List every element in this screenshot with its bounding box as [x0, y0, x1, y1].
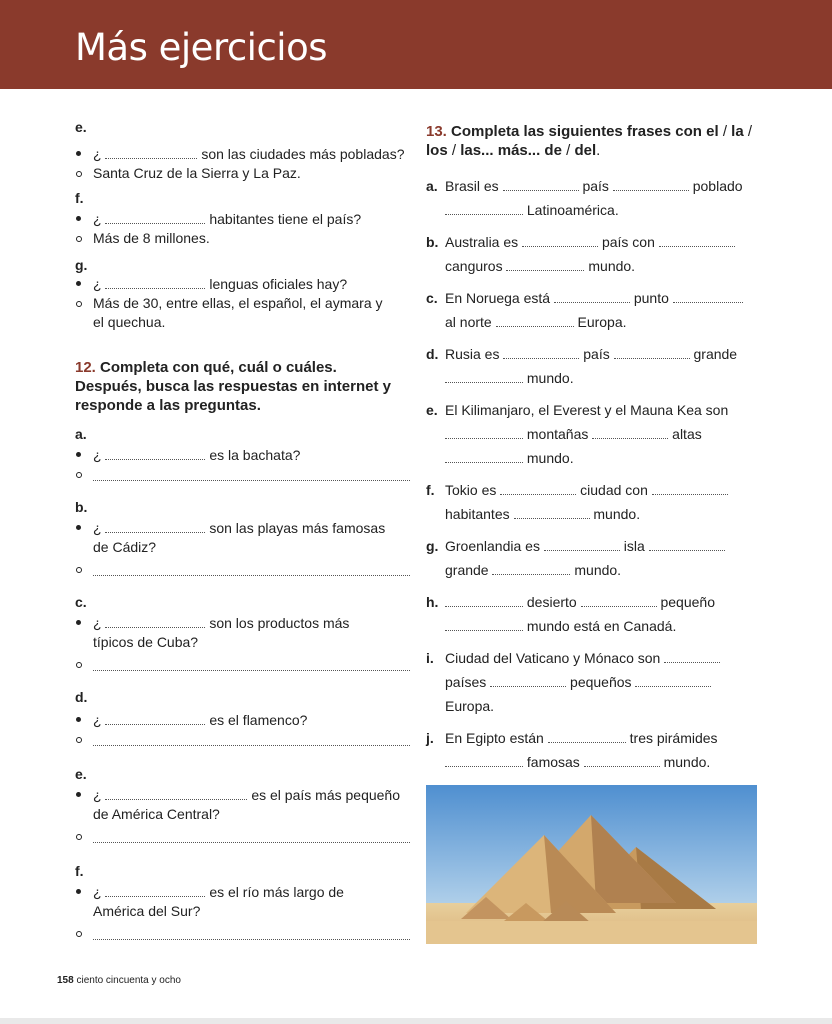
blank-input[interactable] — [554, 288, 630, 303]
text: En Noruega está — [445, 290, 551, 306]
section-number: 13. — [426, 123, 447, 140]
pyramids-photo — [426, 785, 757, 944]
blank-input[interactable] — [445, 592, 523, 607]
question-mark: ¿ — [93, 211, 102, 227]
blank-input[interactable] — [522, 232, 598, 247]
blank-input[interactable] — [503, 344, 579, 359]
question-row — [75, 613, 410, 652]
blank-input[interactable] — [105, 518, 205, 533]
question-text: de América Central? — [93, 806, 220, 822]
question-mark: ¿ — [93, 447, 102, 463]
instruction-text: o — [272, 359, 282, 376]
bullet-circle-icon — [76, 171, 82, 177]
bullet-circle-icon — [76, 301, 82, 307]
text: pequeño — [660, 594, 715, 610]
question-row — [75, 785, 410, 824]
answer-line[interactable] — [75, 921, 410, 943]
bullet-circle-icon — [76, 662, 82, 668]
keyword: qué — [203, 359, 231, 376]
exercise-item — [426, 174, 761, 222]
question-row — [75, 274, 410, 294]
item-letter: e. — [426, 402, 438, 418]
text: mundo. — [593, 506, 641, 522]
item-letter: d. — [75, 689, 88, 705]
blank-input[interactable] — [544, 536, 620, 551]
blank-input[interactable] — [581, 592, 657, 607]
text: grande — [445, 562, 489, 578]
bullet-circle-icon — [76, 567, 82, 573]
page-footer — [57, 975, 181, 986]
section-13-instructions — [426, 122, 761, 160]
text: al norte — [445, 314, 492, 330]
answer-blank[interactable] — [93, 480, 410, 481]
text: Rusia es — [445, 346, 500, 362]
text: habitantes — [445, 506, 510, 522]
blank-input[interactable] — [490, 672, 566, 687]
text: mundo. — [663, 754, 711, 770]
question-row — [75, 710, 410, 730]
answer-row — [75, 164, 410, 183]
blank-input[interactable] — [649, 536, 725, 551]
answer-text: el quechua. — [93, 314, 166, 330]
exercise-item — [426, 230, 761, 278]
exercise-item — [426, 286, 761, 334]
question-text: es el flamenco? — [209, 712, 308, 728]
blank-input[interactable] — [659, 232, 735, 247]
text: mundo. — [574, 562, 622, 578]
blank-input[interactable] — [673, 288, 743, 303]
blank-input[interactable] — [614, 344, 690, 359]
punct: . — [596, 142, 601, 159]
blank-input[interactable] — [105, 613, 205, 628]
answer-row — [75, 294, 410, 332]
section-title-line2 — [426, 141, 761, 160]
slash: / — [747, 123, 753, 140]
keyword: del — [574, 142, 597, 159]
question-text: son los productos más — [209, 615, 350, 631]
blank-input[interactable] — [445, 200, 523, 215]
exercise-item — [426, 534, 761, 582]
exercise-item — [426, 726, 761, 774]
answer-line[interactable] — [75, 730, 410, 749]
answer-blank[interactable] — [93, 842, 410, 843]
instruction-text: Después, busca las respuestas en internet y — [75, 378, 391, 395]
blank-input[interactable] — [105, 144, 197, 159]
left-column — [75, 118, 410, 943]
item-letter: i. — [426, 650, 434, 666]
text: En Egipto están — [445, 730, 544, 746]
exercise-item — [426, 646, 761, 718]
answer-line[interactable] — [75, 557, 410, 579]
text: Latinoamérica. — [526, 202, 619, 218]
bullet-dot-icon — [76, 452, 81, 457]
punct: , — [230, 359, 235, 376]
question-mark: ¿ — [93, 520, 102, 536]
question-text: habitantes tiene el país? — [209, 211, 362, 227]
question-text: de Cádiz? — [93, 539, 157, 555]
text: mundo. — [526, 370, 574, 386]
text: Ciudad del Vaticano y Mónaco son — [445, 650, 661, 666]
question-row — [75, 209, 410, 229]
text: mundo. — [526, 450, 574, 466]
blank-input[interactable] — [445, 368, 523, 383]
text: Groenlandia es — [445, 538, 540, 554]
question-row — [75, 144, 410, 164]
item-letter: b. — [75, 499, 88, 515]
text: canguros — [445, 258, 503, 274]
blank-input[interactable] — [105, 274, 205, 289]
keyword: cuáles — [285, 359, 333, 376]
blank-input[interactable] — [664, 648, 720, 663]
answer-line[interactable] — [75, 465, 410, 484]
answer-blank[interactable] — [93, 939, 410, 940]
question-text: es el país más pequeño — [251, 787, 400, 803]
item-letter: a. — [75, 426, 87, 442]
text: Europa. — [577, 314, 627, 330]
text: Europa. — [445, 698, 495, 714]
exercise-item — [426, 398, 761, 470]
page-header — [0, 0, 832, 89]
blank-input[interactable] — [635, 672, 711, 687]
bullet-dot-icon — [76, 151, 81, 156]
section-12-instructions — [75, 358, 410, 415]
blank-input[interactable] — [613, 176, 689, 191]
question-text: América del Sur? — [93, 903, 201, 919]
text: Australia es — [445, 234, 519, 250]
answer-blank[interactable] — [93, 575, 410, 576]
blank-input[interactable] — [492, 560, 570, 575]
blank-input[interactable] — [592, 424, 668, 439]
item-letter: f. — [75, 190, 84, 206]
text: poblado — [692, 178, 743, 194]
item-letter: d. — [426, 346, 439, 362]
text: país con — [601, 234, 655, 250]
item-letter: f. — [426, 482, 435, 498]
answer-text: Santa Cruz de la Sierra y La Paz. — [93, 165, 301, 181]
keyword: las... más... de — [460, 142, 562, 159]
bullet-dot-icon — [76, 889, 81, 894]
exercise-item — [426, 478, 761, 526]
item-letter: a. — [426, 178, 438, 194]
question-text: lenguas oficiales hay? — [209, 276, 348, 292]
text: ciudad con — [580, 482, 648, 498]
exercise-item — [426, 342, 761, 390]
text: Brasil es — [445, 178, 499, 194]
text: país — [582, 178, 609, 194]
item-letter: g. — [426, 538, 439, 554]
text: altas — [672, 426, 702, 442]
text: tres pirámides — [629, 730, 718, 746]
blank-input[interactable] — [548, 728, 626, 743]
question-row — [75, 882, 410, 921]
answer-line[interactable] — [75, 652, 410, 674]
text: grande — [693, 346, 738, 362]
section-number: 12. — [75, 359, 96, 376]
bullet-circle-icon — [76, 472, 82, 478]
bottom-edge — [0, 1018, 832, 1024]
blank-input[interactable] — [514, 504, 590, 519]
item-letter: j. — [426, 730, 434, 746]
instruction-text: Completa las siguientes frases con — [451, 123, 702, 140]
keyword: el — [706, 123, 719, 140]
punct: . — [332, 359, 337, 376]
item-letter: f. — [75, 863, 84, 879]
instruction-text: responde a las preguntas. — [75, 397, 261, 414]
question-mark: ¿ — [93, 615, 102, 631]
instruction-text: Completa con — [100, 359, 200, 376]
bullet-circle-icon — [76, 236, 82, 242]
text: El Kilimanjaro, el Everest y el Mauna Kea son — [445, 402, 729, 418]
question-row — [75, 445, 410, 465]
blank-input[interactable] — [445, 616, 523, 631]
blank-input[interactable] — [506, 256, 584, 271]
text: mundo. — [588, 258, 636, 274]
answer-text: Más de 8 millones. — [93, 230, 210, 246]
blank-input[interactable] — [445, 752, 523, 767]
text: desierto — [526, 594, 577, 610]
blank-input[interactable] — [105, 209, 205, 224]
question-mark: ¿ — [93, 146, 102, 162]
question-mark: ¿ — [93, 884, 102, 900]
page-title: Más ejercicios — [75, 26, 327, 69]
bullet-dot-icon — [76, 216, 81, 221]
right-column — [426, 122, 761, 782]
blank-input[interactable] — [496, 312, 574, 327]
text: mundo está en Canadá. — [526, 618, 677, 634]
item-letter: e. — [75, 119, 87, 135]
slash: / — [566, 142, 571, 159]
section-title — [75, 358, 410, 377]
blank-input[interactable] — [445, 448, 523, 463]
slash: / — [722, 123, 727, 140]
question-text: son las playas más famosas — [209, 520, 386, 536]
text: montañas — [526, 426, 589, 442]
question-mark: ¿ — [93, 276, 102, 292]
bullet-circle-icon — [76, 931, 82, 937]
blank-input[interactable] — [105, 445, 205, 460]
question-text: son las ciudades más pobladas? — [201, 146, 405, 162]
text: pequeños — [570, 674, 632, 690]
text: Tokio es — [445, 482, 497, 498]
bullet-dot-icon — [76, 717, 81, 722]
blank-input[interactable] — [445, 424, 523, 439]
item-letter: e. — [75, 766, 87, 782]
blank-input[interactable] — [500, 480, 576, 495]
blank-input[interactable] — [105, 710, 205, 725]
question-text: es el río más largo de — [209, 884, 344, 900]
item-letter: g. — [75, 257, 88, 273]
page-number-words: ciento cincuenta y ocho — [76, 975, 181, 986]
bullet-dot-icon — [76, 792, 81, 797]
keyword: los — [426, 142, 448, 159]
question-mark: ¿ — [93, 712, 102, 728]
answer-blank[interactable] — [93, 745, 410, 746]
answer-line[interactable] — [75, 824, 410, 846]
blank-input[interactable] — [105, 785, 247, 800]
keyword: cuál — [238, 359, 269, 376]
question-row — [75, 518, 410, 557]
question-text: típicos de Cuba? — [93, 634, 199, 650]
slash: / — [451, 142, 457, 159]
text: punto — [633, 290, 669, 306]
page-number: 158 — [57, 975, 74, 986]
item-letter: c. — [75, 594, 87, 610]
bullet-circle-icon — [76, 834, 82, 840]
blank-input[interactable] — [503, 176, 579, 191]
blank-input[interactable] — [584, 752, 660, 767]
bullet-dot-icon — [76, 620, 81, 625]
blank-input[interactable] — [652, 480, 728, 495]
section-title — [426, 122, 761, 141]
text: famosas — [526, 754, 580, 770]
item-letter: h. — [426, 594, 439, 610]
text: países — [445, 674, 487, 690]
exercise-item — [426, 590, 761, 638]
question-text: es la bachata? — [209, 447, 301, 463]
keyword: la — [731, 123, 744, 140]
text: isla — [623, 538, 645, 554]
bullet-dot-icon — [76, 525, 81, 530]
answer-text: Más de 30, entre ellas, el español, el aymara y — [93, 295, 383, 311]
answer-blank[interactable] — [93, 670, 410, 671]
blank-input[interactable] — [105, 882, 205, 897]
item-letter: c. — [426, 290, 438, 306]
bullet-circle-icon — [76, 737, 82, 743]
question-mark: ¿ — [93, 787, 102, 803]
answer-row — [75, 229, 410, 248]
text: país — [583, 346, 610, 362]
item-letter: b. — [426, 234, 439, 250]
bullet-dot-icon — [76, 281, 81, 286]
